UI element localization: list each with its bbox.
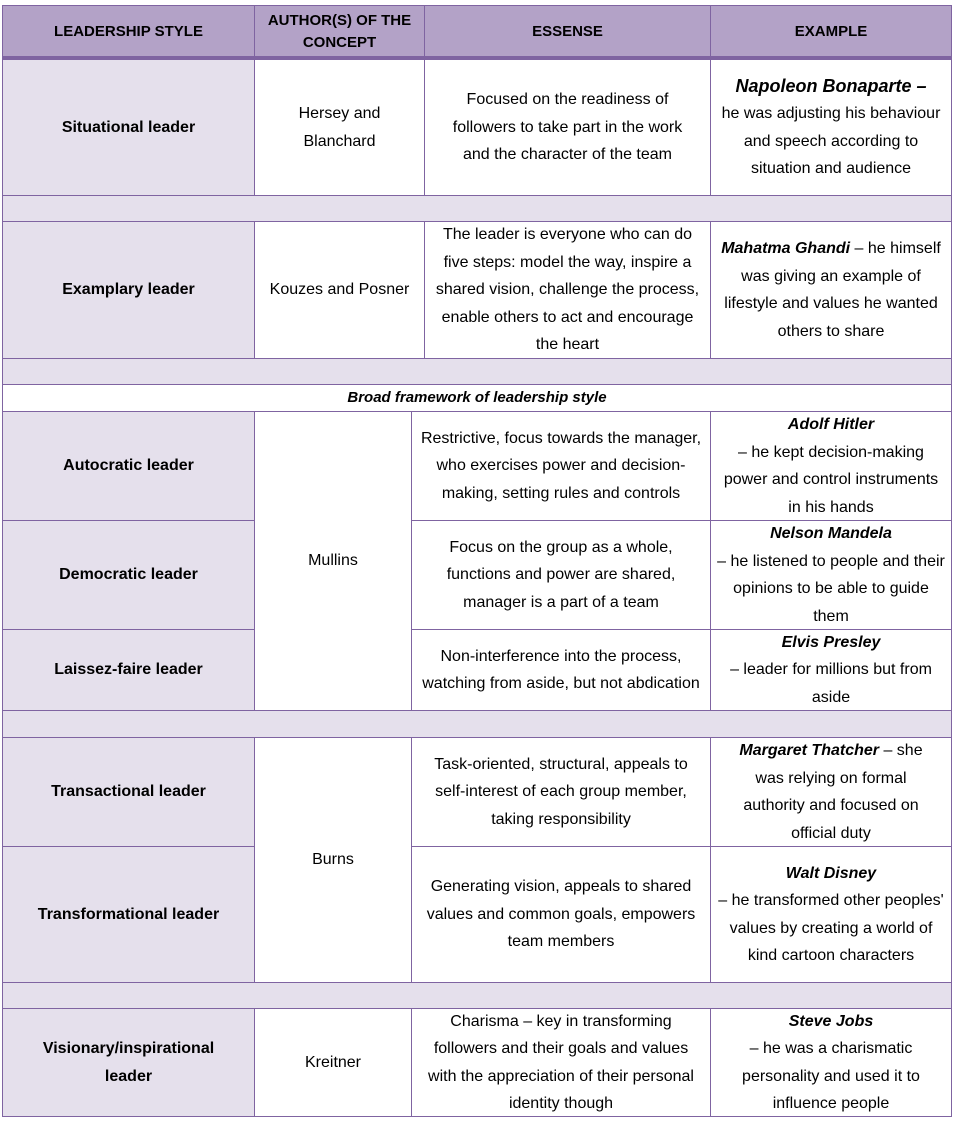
spacer-row	[2, 358, 952, 385]
essence-democratic: Focus on the group as a whole, functions and power are shared, manager is a part of a team	[411, 520, 711, 630]
author-mullins: Mullins	[254, 411, 412, 711]
example-name: Walt Disney	[785, 864, 877, 882]
example-text: – he transformed other peoples' values by creating a world of kind cartoon characters	[718, 892, 944, 964]
example-text: – he was a charismatic personality and used it to influence people	[742, 1040, 920, 1112]
example-text: – he himself was giving an example of lifestyle and values he wanted others to share	[724, 240, 941, 340]
header-example: EXAMPLE	[710, 5, 952, 59]
example-text: – he kept decision-making power and control instruments in his hands	[723, 443, 939, 516]
spacer-row	[2, 710, 952, 738]
essence-transactional: Task-oriented, structural, appeals to self-interest of each group member, taking responsibility	[411, 737, 711, 847]
example-name: Margaret Thatcher	[739, 742, 879, 759]
example-text: he was adjusting his behaviour and speech according to situation and audience	[721, 105, 941, 177]
example-democratic	[710, 520, 952, 630]
style-visionary: Visionary/inspirational leader	[2, 1008, 255, 1117]
example-text: – he listened to people and their opinions to be able to guide them	[717, 552, 945, 625]
example-transactional	[710, 737, 952, 847]
example-name: Nelson Mandela	[770, 525, 892, 542]
example-text: – she was relying on formal authority and focused on official duty	[743, 742, 923, 842]
example-situational	[710, 59, 952, 196]
example-laissez-faire	[710, 629, 952, 711]
author-situational: Hersey and Blanchard	[254, 59, 425, 196]
author-visionary: Kreitner	[254, 1008, 412, 1117]
example-visionary	[710, 1008, 952, 1117]
essence-visionary: Charisma – key in transforming followers and their goals and values with the appreciation of their personal identity though	[411, 1008, 711, 1117]
spacer-row	[2, 195, 952, 222]
style-democratic: Democratic leader	[2, 520, 255, 630]
style-transformational: Transformational leader	[2, 846, 255, 983]
framework-label: Broad framework of leadership style	[2, 384, 952, 412]
example-text	[719, 235, 943, 345]
example-autocratic	[710, 411, 952, 521]
style-situational: Situational leader	[2, 59, 255, 196]
essence-transformational: Generating vision, appeals to shared values and common goals, empowers team members	[411, 846, 711, 983]
essence-situational: Focused on the readiness of followers to take part in the work and the character of the team	[424, 59, 711, 196]
example-name: Napoleon Bonaparte –	[735, 75, 927, 96]
example-name: Adolf Hitler	[787, 416, 875, 433]
header-leadership-style: LEADERSHIP STYLE	[2, 5, 255, 59]
example-name: Steve Jobs	[788, 1012, 874, 1030]
author-burns: Burns	[254, 737, 412, 983]
header-essence: ESSENSE	[424, 5, 711, 59]
example-examplary	[710, 221, 952, 359]
example-name: Elvis Presley	[781, 633, 881, 651]
essence-laissez-faire: Non-interference into the process, watching from aside, but not abdication	[411, 629, 711, 711]
style-laissez-faire: Laissez-faire leader	[2, 629, 255, 711]
example-name: Mahatma Ghandi	[721, 240, 851, 257]
style-examplary: Examplary leader	[2, 221, 255, 359]
author-examplary: Kouzes and Posner	[254, 221, 425, 359]
example-transformational	[710, 846, 952, 983]
style-transactional: Transactional leader	[2, 737, 255, 847]
example-text: – leader for millions but from aside	[730, 661, 932, 706]
example-text	[723, 737, 939, 847]
essence-autocratic: Restrictive, focus towards the manager, who exercises power and decision-making, setting rules and controls	[411, 411, 711, 521]
essence-examplary: The leader is everyone who can do five steps: model the way, inspire a shared vision, challenge the process, enable others to act and encourage the heart	[424, 221, 711, 359]
spacer-row	[2, 982, 952, 1009]
style-autocratic: Autocratic leader	[2, 411, 255, 521]
header-authors: AUTHOR(S) OF THE CONCEPT	[254, 5, 425, 59]
